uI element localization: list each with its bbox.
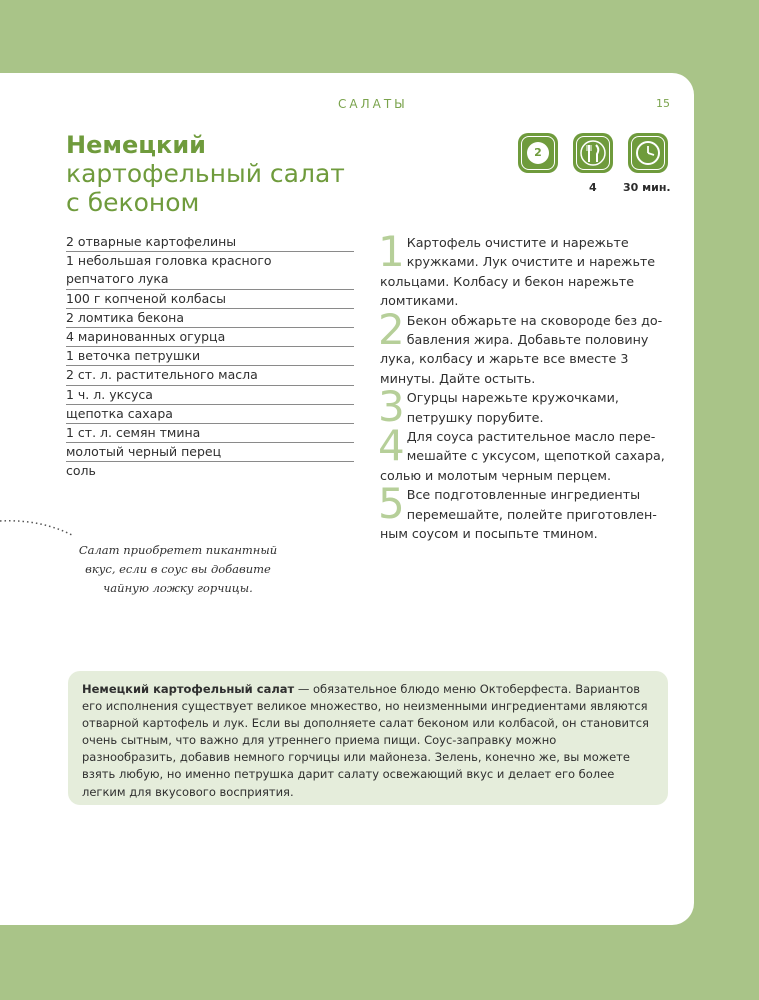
ingredient-item: 1 ч. л. уксуса: [66, 386, 354, 405]
ingredient-item: 1 ст. л. семян тмина: [66, 424, 354, 443]
step-text: Бекон обжарьте на сковороде без добавления жира. Добавьте половину лука, колбасу и жарьте все вместе 3 минуты. Дайте остыть.: [380, 312, 663, 386]
ingredient-item: 2 отварные картофелины: [66, 233, 354, 252]
difficulty-badge: [518, 133, 558, 173]
tip-line: чайную ложку горчицы.: [103, 581, 253, 595]
ingredient-item: 2 ст. л. растительного масла: [66, 366, 354, 385]
time-value: 30 мин.: [623, 181, 671, 194]
ingredient-item: щепотка сахара: [66, 405, 354, 424]
clock-icon: [628, 133, 668, 173]
step-number: 2: [378, 304, 405, 354]
section-label: САЛАТЫ: [338, 97, 408, 111]
step-number: 5: [378, 479, 405, 529]
recipe-title-line1: Немецкий: [66, 131, 206, 159]
step-4: [378, 421, 670, 485]
cutlery-icon: [573, 133, 613, 173]
ingredient-item: молотый черный перец: [66, 443, 354, 462]
info-box-text: — обязательное блюдо меню Октоберфеста. Вариантов его исполнения существует великое множество, но неизменными ингредиентами являются отварной картофель и лук. Если вы дополняете салат беконом или колбасой, он становится очень сытным, что важно для утреннего приема пищи. Соус-заправку можно разнообразить, добавив немного горчицы или майонеза. Зелень, конечно же, вы можете взять любую, но именно петрушка дарит салату освежающий вкус и делает его более легким для вкусового восприятия.: [82, 682, 649, 799]
difficulty-level-number: 2: [534, 146, 542, 159]
tip-line: Салат приобретет пикантный: [78, 543, 278, 557]
step-text: Все подготовленные ингредиенты перемешайте, полейте приготовленным соусом и посыпьте тмином.: [380, 487, 657, 542]
cookbook-page: [0, 73, 694, 925]
step-text: Огурцы нарежьте кружочками, петрушку порубите.: [406, 390, 619, 425]
step-text: Картофель очистите и нарежьте кружками. Лук очистите и нарежьте кольцами. Колбасу и бекон нарежьте ломтиками.: [380, 235, 656, 309]
ingredient-item: репчатого лука: [66, 270, 354, 289]
step-number: 3: [378, 382, 405, 432]
step-1: [378, 227, 670, 311]
servings-value: 4: [589, 181, 597, 194]
ingredients-list: [66, 233, 354, 480]
ingredient-item: 4 маринованных огурца: [66, 328, 354, 347]
dotted-line-decoration: [0, 513, 80, 543]
recipe-title-line3: с беконом: [66, 188, 200, 217]
recipe-title: [66, 131, 345, 217]
tip-line: вкус, если в соус вы добавите: [85, 562, 271, 576]
step-3: [378, 382, 670, 432]
ingredient-item: 2 ломтика бекона: [66, 309, 354, 328]
step-5: [378, 479, 670, 543]
step-number: 4: [378, 421, 405, 471]
ingredient-item: 1 небольшая головка красного: [66, 253, 272, 269]
step-text: Для соуса растительное масло перемешайте с уксусом, щепоткой сахара, солью и молотым черным перцем.: [380, 429, 665, 483]
info-box: [68, 671, 668, 805]
servings-badge: [573, 133, 613, 173]
info-box-bold: Немецкий картофельный салат: [82, 682, 295, 696]
ingredient-item: 1 веточка петрушки: [66, 347, 354, 366]
step-2: [378, 304, 670, 389]
steps-list: [378, 227, 670, 544]
ingredient-item: 100 г копченой колбасы: [66, 290, 354, 309]
page-number: 15: [656, 97, 670, 110]
ingredient-item: соль: [66, 463, 96, 479]
step-number: 1: [378, 227, 405, 276]
recipe-title-line2: картофельный салат: [66, 159, 345, 188]
time-badge: [628, 133, 668, 173]
tip-note: [78, 541, 278, 598]
